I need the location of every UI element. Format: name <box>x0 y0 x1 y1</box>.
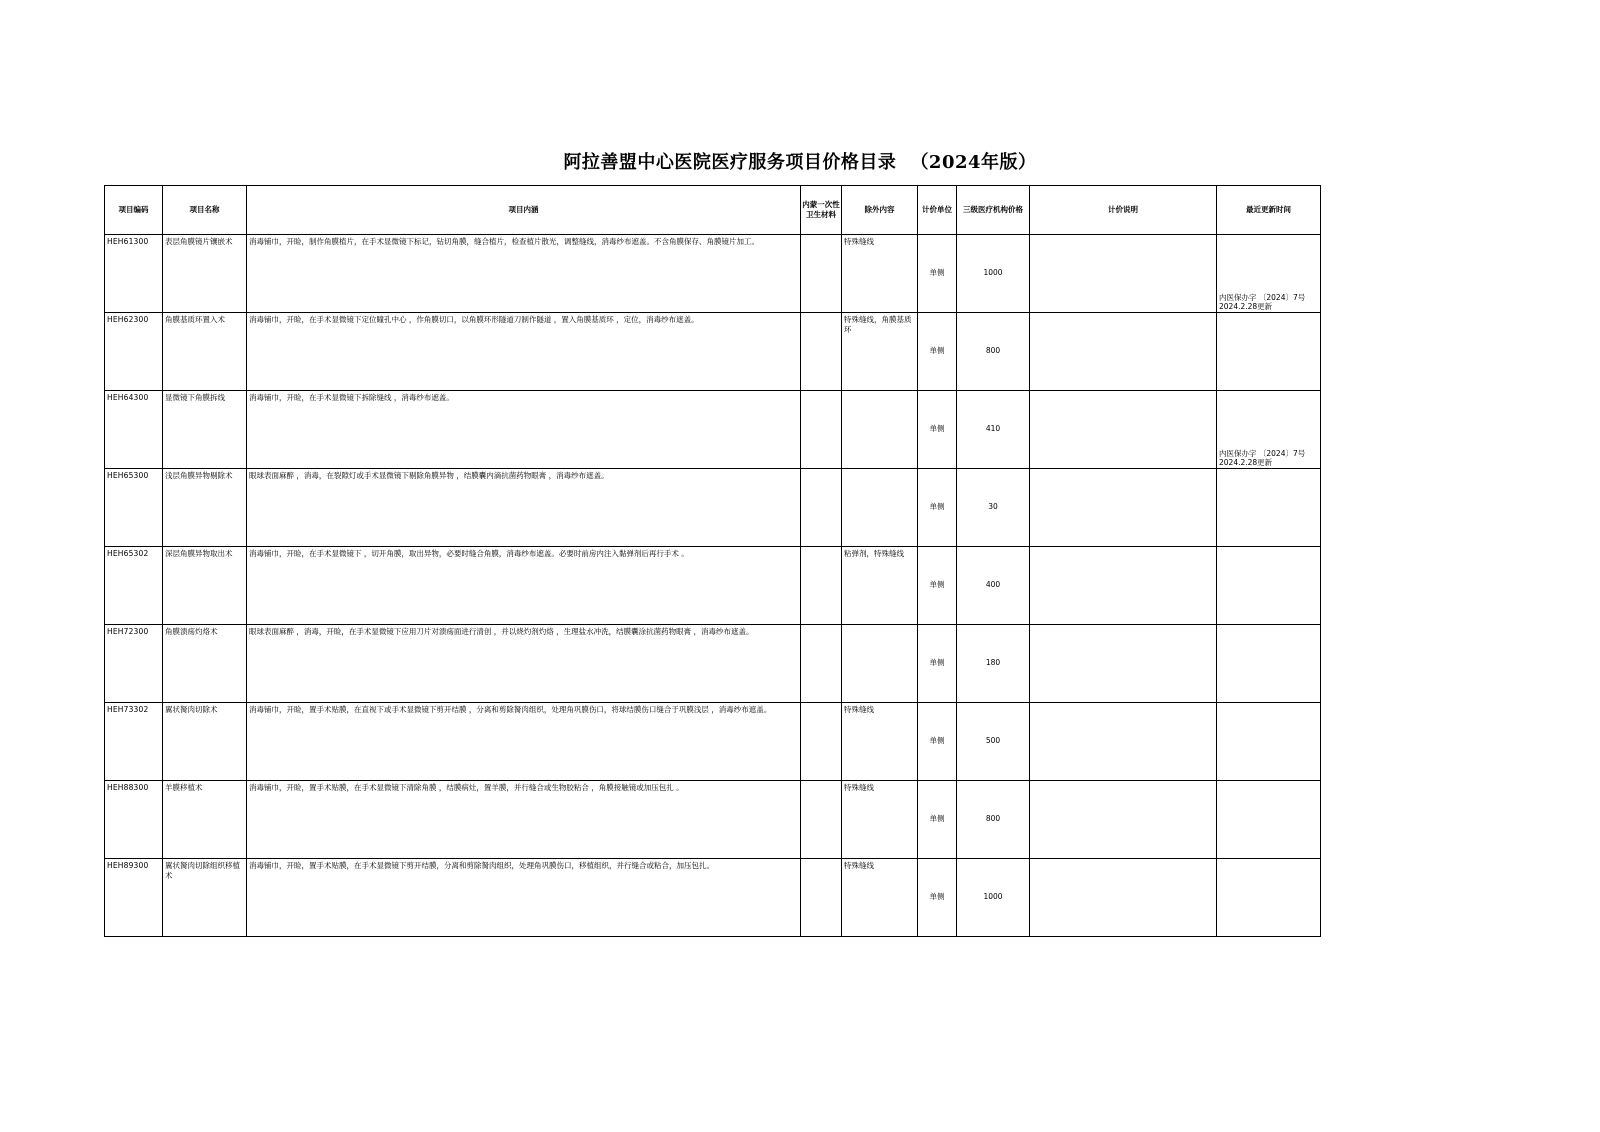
title-edition: （2024年版） <box>910 152 1037 173</box>
cell-notes <box>1030 313 1217 391</box>
cell-content: 消毒铺巾，开睑，置手术贴膜，在直视下或手术显微镜下剪开结膜 ，分离和剪除胬肉组织，处理角巩膜伤口，将球结膜伤口缝合于巩膜浅层 ，消毒纱布遮盖。 <box>247 703 801 781</box>
cell-notes <box>1030 859 1217 937</box>
cell-content: 眼球表面麻醉 ，消毒，在裂隙灯或手术显微镜下剔除角膜异物 ，结膜囊内滴抗菌药物眼膏 ，消毒纱布遮盖。 <box>247 469 801 547</box>
cell-consumables <box>801 625 842 703</box>
cell-name: 表层角膜镜片镶嵌术 <box>163 235 247 313</box>
header-consumables: 内蒙一次性卫生材料 <box>801 186 842 235</box>
cell-code: HEH72300 <box>105 625 163 703</box>
cell-unit: 单侧 <box>918 313 957 391</box>
cell-name: 角膜溃疡灼烙术 <box>163 625 247 703</box>
cell-excluded: 特殊缝线，角膜基质环 <box>842 313 918 391</box>
cell-updated <box>1217 625 1321 703</box>
title-text: 阿拉善盟中心医院医疗服务项目价格目录 <box>563 152 897 173</box>
header-unit: 计价单位 <box>918 186 957 235</box>
cell-excluded <box>842 625 918 703</box>
cell-unit: 单侧 <box>918 859 957 937</box>
cell-code: HEH89300 <box>105 859 163 937</box>
cell-notes <box>1030 547 1217 625</box>
cell-code: HEH88300 <box>105 781 163 859</box>
cell-unit: 单侧 <box>918 547 957 625</box>
cell-excluded: 粘弹剂，特殊缝线 <box>842 547 918 625</box>
cell-price: 30 <box>957 469 1030 547</box>
cell-content: 消毒铺巾，开睑，在手术显微镜下 ，切开角膜，取出异物，必要时缝合角膜，消毒纱布遮盖。必要时前房内注入黏弹剂后再行手术 。 <box>247 547 801 625</box>
table-row <box>105 391 1321 469</box>
cell-name: 显微镜下角膜拆线 <box>163 391 247 469</box>
table-row <box>105 547 1321 625</box>
header-notes: 计价说明 <box>1030 186 1217 235</box>
cell-price: 1000 <box>957 859 1030 937</box>
update-note: 内医保办字 〔2024〕7号 2024.2.28更新 <box>1219 292 1306 312</box>
cell-name: 翼状胬肉切除组织移植术 <box>163 859 247 937</box>
cell-content: 消毒铺巾，开睑，在手术显微镜下拆除缝线 ，消毒纱布遮盖。 <box>247 391 801 469</box>
cell-content: 消毒铺巾，开睑，置手术贴膜，在手术显微镜下剪开结膜，分离和剪除胬肉组织，处理角巩膜伤口，移植组织，并行缝合或粘合，加压包扎。 <box>247 859 801 937</box>
cell-content: 消毒铺巾，开睑，制作角膜植片，在手术显微镜下标记，钻切角膜，缝合植片，检查植片散光，调整缝线，消毒纱布遮盖。不含角膜保存、角膜镜片加工。 <box>247 235 801 313</box>
cell-consumables <box>801 391 842 469</box>
cell-content: 眼球表面麻醉 ，消毒，开睑，在手术显微镜下应用刀片对溃疡面进行清创 ，并以烧灼剂灼烙 ，生理盐水冲洗，结膜囊涂抗菌药物眼膏 ，消毒纱布遮盖。 <box>247 625 801 703</box>
cell-code: HEH64300 <box>105 391 163 469</box>
cell-name: 深层角膜异物取出术 <box>163 547 247 625</box>
cell-unit: 单侧 <box>918 703 957 781</box>
header-price: 三级医疗机构价格 <box>957 186 1030 235</box>
cell-excluded: 特殊缝线 <box>842 235 918 313</box>
document-title <box>0 148 1600 174</box>
cell-price: 800 <box>957 313 1030 391</box>
cell-price: 410 <box>957 391 1030 469</box>
header-code: 项目编码 <box>105 186 163 235</box>
cell-excluded: 特殊缝线 <box>842 781 918 859</box>
cell-price: 180 <box>957 625 1030 703</box>
cell-excluded <box>842 469 918 547</box>
cell-price: 1000 <box>957 235 1030 313</box>
update-note: 内医保办字 〔2024〕7号 2024.2.28更新 <box>1219 448 1306 468</box>
cell-name: 羊膜移植术 <box>163 781 247 859</box>
header-content: 项目内涵 <box>247 186 801 235</box>
cell-notes <box>1030 469 1217 547</box>
cell-consumables <box>801 781 842 859</box>
cell-notes <box>1030 781 1217 859</box>
header-updated: 最近更新时间 <box>1217 186 1321 235</box>
cell-notes <box>1030 391 1217 469</box>
cell-consumables <box>801 859 842 937</box>
table-row <box>105 781 1321 859</box>
cell-unit: 单侧 <box>918 781 957 859</box>
cell-price: 500 <box>957 703 1030 781</box>
cell-excluded <box>842 391 918 469</box>
table-row <box>105 313 1321 391</box>
cell-consumables <box>801 703 842 781</box>
cell-name: 翼状胬肉切除术 <box>163 703 247 781</box>
table-row <box>105 625 1321 703</box>
cell-excluded: 特殊缝线 <box>842 859 918 937</box>
cell-notes <box>1030 235 1217 313</box>
cell-updated <box>1217 547 1321 625</box>
cell-updated <box>1217 781 1321 859</box>
cell-consumables <box>801 547 842 625</box>
header-name: 项目名称 <box>163 186 247 235</box>
cell-code: HEH65302 <box>105 547 163 625</box>
cell-consumables <box>801 313 842 391</box>
cell-content: 消毒铺巾，开睑，置手术贴膜，在手术显微镜下清除角膜 ，结膜病灶，置羊膜，并行缝合或生物胶粘合 ，角膜接触镜或加压包扎 。 <box>247 781 801 859</box>
cell-price: 400 <box>957 547 1030 625</box>
table-row <box>105 703 1321 781</box>
cell-updated <box>1217 469 1321 547</box>
cell-unit: 单侧 <box>918 469 957 547</box>
cell-code: HEH73302 <box>105 703 163 781</box>
cell-name: 角膜基质环置入术 <box>163 313 247 391</box>
table-row <box>105 235 1321 313</box>
table-row <box>105 859 1321 937</box>
cell-updated <box>1217 703 1321 781</box>
cell-updated <box>1217 313 1321 391</box>
cell-notes <box>1030 703 1217 781</box>
cell-notes <box>1030 625 1217 703</box>
cell-unit: 单侧 <box>918 625 957 703</box>
cell-code: HEH65300 <box>105 469 163 547</box>
table-row <box>105 469 1321 547</box>
price-table <box>104 185 1321 937</box>
header-row <box>105 186 1321 235</box>
cell-price: 800 <box>957 781 1030 859</box>
cell-updated <box>1217 235 1321 313</box>
cell-name: 浅层角膜异物剔除术 <box>163 469 247 547</box>
cell-excluded: 特殊缝线 <box>842 703 918 781</box>
cell-code: HEH61300 <box>105 235 163 313</box>
cell-updated <box>1217 859 1321 937</box>
cell-consumables <box>801 235 842 313</box>
cell-consumables <box>801 469 842 547</box>
cell-unit: 单侧 <box>918 235 957 313</box>
cell-content: 消毒铺巾，开睑，在手术显微镜下定位瞳孔中心 ，作角膜切口，以角膜环形隧道刀制作隧道 ，置入角膜基质环 ，定位，消毒纱布遮盖。 <box>247 313 801 391</box>
header-excluded: 除外内容 <box>842 186 918 235</box>
cell-updated <box>1217 391 1321 469</box>
cell-code: HEH62300 <box>105 313 163 391</box>
cell-unit: 单侧 <box>918 391 957 469</box>
